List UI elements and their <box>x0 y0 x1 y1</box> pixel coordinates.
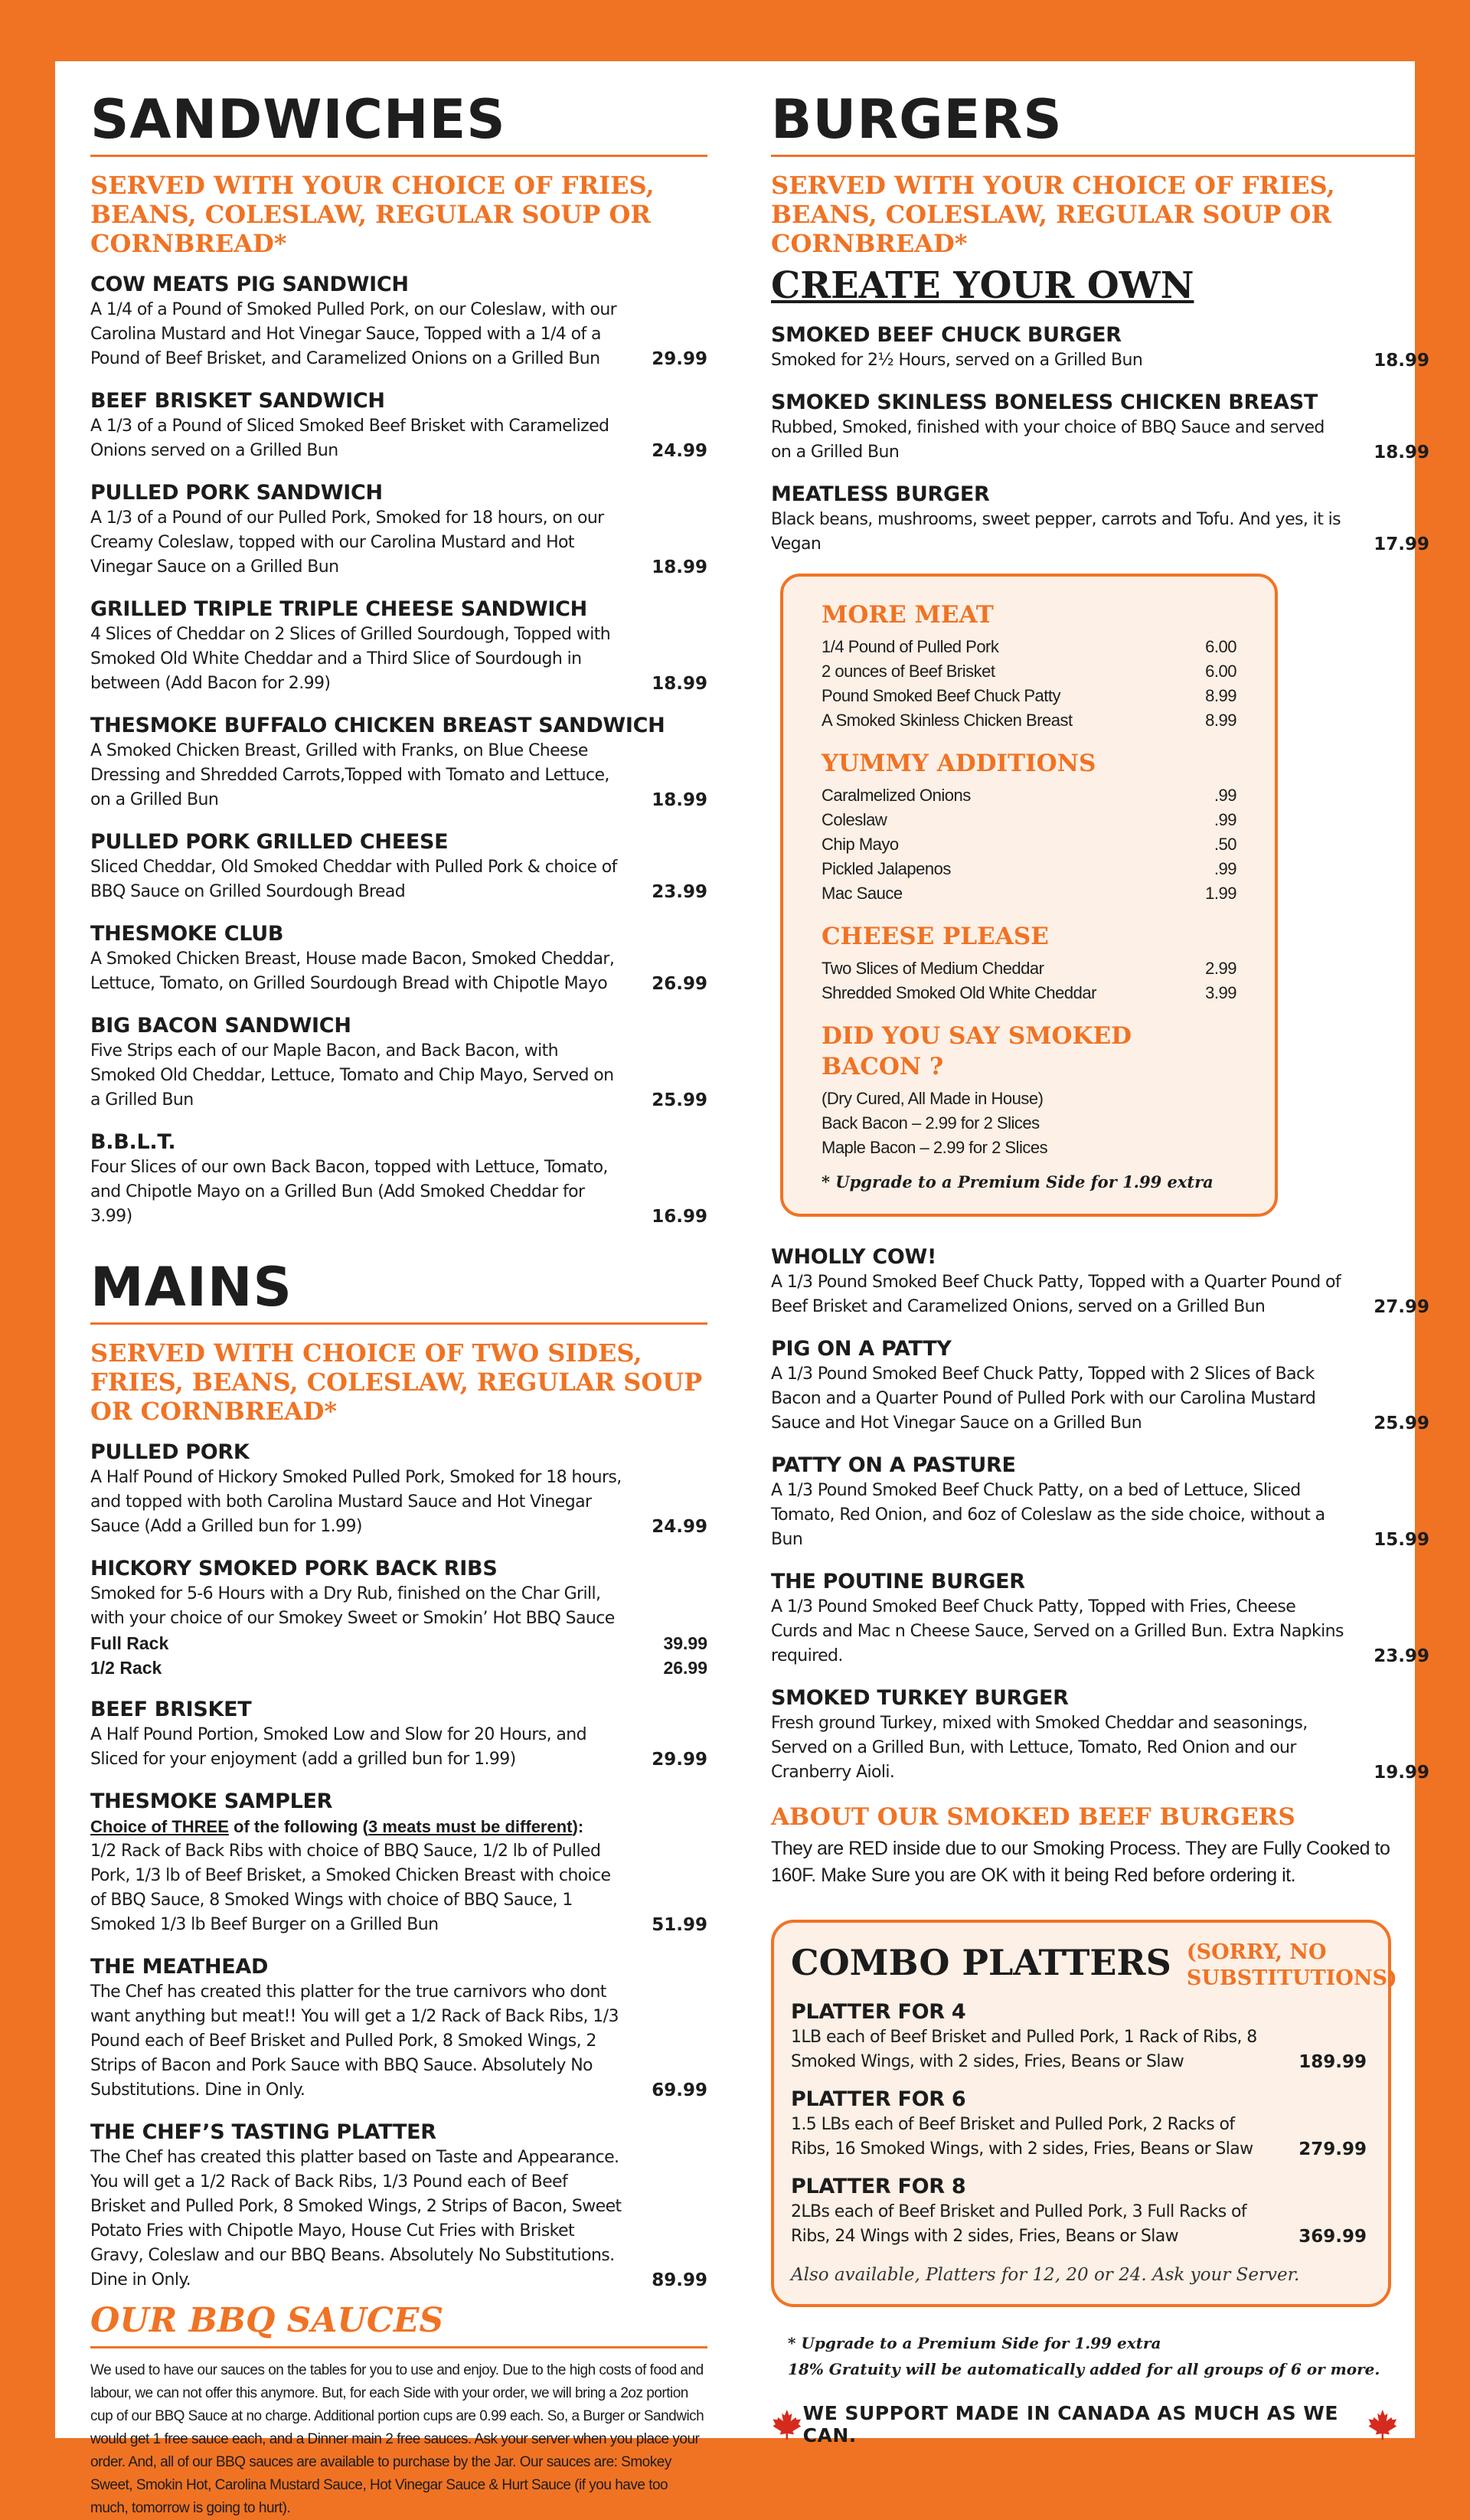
item-description: A Smoked Chicken Breast, House made Bacon, Smoked Cheddar, Lettuce, Tomato, on Grilled Sourdough Bread with Chipotle Mayo <box>90 949 615 993</box>
about-burgers-text: They are RED inside due to our Smoking Process. They are Fully Cooked to 160F. Make Sure you are OK with it being Red before ordering it. <box>771 1838 1390 1886</box>
item-description: A 1/3 Pound Smoked Beef Chuck Patty, Topped with a Quarter Pound of Beef Brisket and Caramelized Onions, served on a Grilled Bun <box>771 1273 1341 1316</box>
item-description: Smoked for 2½ Hours, served on a Grilled Bun <box>771 351 1143 370</box>
item-description: A 1/3 of a Pound of Sliced Smoked Beef Brisket with Caramelized Onions served on a Grilled Bun <box>90 417 609 460</box>
item-price: 279.99 <box>1298 2139 1367 2159</box>
bbq-sauces-text: We used to have our sauces on the tables for you to use and enjoy. Due to the high costs of food and labour, we can not offer this anymore. But, for each Side with your order, we will bring a 2oz portion cup of our BBQ Sauce at no charge. Additional portion cups are 0.99 each. So, a Burger or Sandwich would get 1 free sauce each, and a Dinner main 2 free sauces. Ask your server when you place your order. And, all of our BBQ sauces are available to purchase by the Jar. Our sauces are: Smokey Sweet, Smokin Hot, Carolina Mustard Sauce, Hot Vinegar Sauce & Hurt Sauce (if you have too much, tomorrow is going to hurt). <box>90 2362 704 2516</box>
add-on-row <box>822 857 1236 881</box>
menu-item <box>771 1453 1445 1552</box>
add-on-row <box>822 684 1236 708</box>
menu-sheet <box>55 61 1429 2516</box>
footnote-upgrade: * Upgrade to a Premium Side for 1.99 extra <box>788 2334 1161 2352</box>
item-name: COW MEATS PIG SANDWICH <box>90 273 409 296</box>
add-on-label: A Smoked Skinless Chicken Breast <box>822 711 1073 730</box>
choice-emphasis: 3 meats must be different <box>368 1817 573 1836</box>
add-on-label: Chip Mayo <box>822 835 899 854</box>
item-price: 51.99 <box>652 1915 707 1935</box>
mains-title: MAINS <box>90 1257 707 1325</box>
item-price: 29.99 <box>652 1750 707 1770</box>
bacon-line: Back Bacon – 2.99 for 2 Slices <box>822 1113 1040 1133</box>
item-description: A 1/3 Pound Smoked Beef Chuck Patty, Topped with Fries, Cheese Curds and Mac n Cheese Sauce, Served on a Grilled Bun. Extra Napkins required. <box>771 1597 1344 1665</box>
bbq-sauces-title: OUR BBQ SAUCES <box>90 2300 707 2348</box>
item-description: Four Slices of our own Back Bacon, topped with Lettuce, Tomato, and Chipotle Mayo on a Grilled Bun (Add Smoked Cheddar for 3.99) <box>90 1158 608 1226</box>
item-name: THE MEATHEAD <box>90 1955 269 1979</box>
item-price: 18.99 <box>1374 351 1429 371</box>
rack-price: 26.99 <box>663 1658 707 1678</box>
footnote-gratuity: 18% Gratuity will be automatically added for all groups of 6 or more. <box>788 2360 1380 2378</box>
add-on-row <box>822 832 1236 857</box>
combo-platters-box <box>771 1920 1397 2307</box>
add-on-row <box>822 881 1236 906</box>
item-name: THE POUTINE BURGER <box>771 1570 1025 1593</box>
item-description: A 1/3 of a Pound of our Pulled Pork, Smoked for 18 hours, on our Creamy Coleslaw, topped with our Carolina Mustard and Hot Vinegar Sauce on a Grilled Bun <box>90 508 604 577</box>
sandwiches-served-note: SERVED WITH YOUR CHOICE OF FRIES, BEANS, COLESLAW, REGULAR SOUP OR CORNBREAD* <box>90 171 655 258</box>
sandwiches-title: SANDWICHES <box>90 89 707 157</box>
smoked-bacon-title: DID YOU SAY SMOKED BACON ? <box>822 1022 1132 1080</box>
item-price: 18.99 <box>1374 443 1429 462</box>
add-on-row <box>822 981 1236 1005</box>
menu-item <box>90 1789 707 1937</box>
item-name: PULLED PORK GRILLED CHEESE <box>90 830 449 854</box>
add-on-price: 8.99 <box>1205 711 1236 730</box>
item-description: 1.5 LBs each of Beef Brisket and Pulled Pork, 2 Racks of Ribs, 16 Smoked Wings, with 2 sides, Fries, Beans or Slaw <box>791 2115 1253 2159</box>
item-name: THESMOKE SAMPLER <box>90 1789 333 1813</box>
burgers-served-note: SERVED WITH YOUR CHOICE OF FRIES, BEANS, COLESLAW, REGULAR SOUP OR CORNBREAD* <box>771 171 1335 258</box>
menu-item <box>771 390 1445 465</box>
add-on-price: 3.99 <box>1205 983 1236 1002</box>
item-price: 16.99 <box>652 1207 707 1227</box>
add-on-price: 8.99 <box>1205 686 1236 705</box>
item-name: HICKORY SMOKED PORK BACK RIBS <box>90 1557 498 1580</box>
cheese-please-title: CHEESE PLEASE <box>822 923 1049 950</box>
add-on-row <box>822 659 1236 684</box>
add-ons-box <box>780 574 1278 1217</box>
rack-price: 39.99 <box>663 1633 707 1653</box>
menu-item <box>90 1954 707 2103</box>
add-on-row <box>822 956 1236 981</box>
item-description: A 1/3 Pound Smoked Beef Chuck Patty, on a bed of Lettuce, Sliced Tomato, Red Onion, and 6oz of Coleslaw as the side choice, without a Bun <box>771 1481 1325 1549</box>
choice-text: of the following ( <box>228 1817 368 1836</box>
item-price: 29.99 <box>652 349 707 369</box>
menu-item <box>90 1556 707 1680</box>
menu-item <box>771 1685 1445 1785</box>
item-price: 27.99 <box>1374 1297 1429 1317</box>
menu-item <box>90 596 707 696</box>
item-price: 25.99 <box>652 1090 707 1110</box>
more-meat-title: MORE MEAT <box>822 601 994 629</box>
combo-also-available: Also available, Platters for 12, 20 or 24. Ask your Server. <box>791 2265 1300 2285</box>
add-on-price: .99 <box>1214 786 1236 805</box>
item-price: 25.99 <box>1374 1414 1429 1433</box>
choice-text: ): <box>572 1817 584 1836</box>
item-name: B.B.L.T. <box>90 1130 176 1154</box>
add-on-price: .99 <box>1214 859 1236 878</box>
add-on-price: 2.99 <box>1205 959 1236 978</box>
add-on-row <box>822 708 1236 733</box>
item-name: MEATLESS BURGER <box>771 482 990 506</box>
item-price: 19.99 <box>1374 1763 1429 1783</box>
add-on-row <box>822 783 1236 808</box>
menu-item <box>771 1244 1445 1319</box>
add-on-label: Pickled Jalapenos <box>822 859 951 878</box>
platter-item <box>791 1999 1367 2074</box>
item-price: 15.99 <box>1374 1530 1429 1550</box>
add-on-label: Pound Smoked Beef Chuck Patty <box>822 686 1061 705</box>
item-description: 4 Slices of Cheddar on 2 Slices of Grilled Sourdough, Topped with Smoked Old White Cheddar and a Third Slice of Sourdough in between (Add Bacon for 2.99) <box>90 625 611 693</box>
item-name: BIG BACON SANDWICH <box>90 1014 351 1038</box>
bacon-line: Maple Bacon – 2.99 for 2 Slices <box>822 1138 1048 1157</box>
item-price: 189.99 <box>1298 2052 1367 2072</box>
item-name: PIG ON A PATTY <box>771 1337 952 1361</box>
menu-item <box>771 1336 1445 1436</box>
item-description: A Half Pound Portion, Smoked Low and Slow for 20 Hours, and Sliced for your enjoyment (add a grilled bun for 1.99) <box>90 1725 587 1769</box>
item-description: Five Strips each of our Maple Bacon, and Back Bacon, with Smoked Old Cheddar, Lettuce, Tomato and Chip Mayo, Served on a Grilled Bun <box>90 1041 614 1110</box>
add-on-price: .99 <box>1214 810 1236 829</box>
combo-header <box>791 1940 1397 1992</box>
item-price: 17.99 <box>1374 534 1429 554</box>
menu-item <box>90 480 707 580</box>
menu-item <box>90 829 707 904</box>
item-price: 89.99 <box>652 2270 707 2290</box>
sampler-choice-line <box>90 1815 707 1839</box>
item-name: SMOKED BEEF CHUCK BURGER <box>771 323 1122 347</box>
maple-leaf-icon <box>1367 2407 1399 2441</box>
right-column <box>771 89 1445 2446</box>
menu-item <box>90 388 707 463</box>
item-name: GRILLED TRIPLE TRIPLE CHEESE SANDWICH <box>90 597 587 621</box>
add-on-label: 1/4 Pound of Pulled Pork <box>822 637 999 656</box>
rack-label: 1/2 Rack <box>90 1658 162 1678</box>
item-description: A 1/3 Pound Smoked Beef Chuck Patty, Topped with 2 Slices of Back Bacon and a Quarter Pound of Pulled Pork with our Carolina Mustard Sauce and Hot Vinegar Sauce on a Grilled Bun <box>771 1365 1316 1433</box>
add-on-price: 6.00 <box>1205 637 1236 656</box>
create-your-own-heading: CREATE YOUR OWN <box>771 264 1194 307</box>
menu-item <box>771 1569 1445 1669</box>
item-name: BEEF BRISKET SANDWICH <box>90 389 385 413</box>
item-description: 2LBs each of Beef Brisket and Pulled Pork, 3 Full Racks of Ribs, 24 Wings with 2 sides, Fries, Beans or Slaw <box>791 2202 1246 2246</box>
no-substitutions-note: (SORRY, NO SUBSTITUTIONS) <box>1186 1940 1397 1990</box>
item-name: WHOLLY COW! <box>771 1245 937 1269</box>
add-on-price: .50 <box>1214 835 1236 854</box>
menu-item <box>771 322 1445 373</box>
item-price: 24.99 <box>652 441 707 461</box>
add-on-label: Coleslaw <box>822 810 887 829</box>
item-description: Rubbed, Smoked, finished with your choice of BBQ Sauce and served on a Grilled Bun <box>771 418 1325 462</box>
add-on-row <box>822 635 1236 659</box>
menu-item <box>90 272 707 371</box>
item-price: 23.99 <box>652 882 707 902</box>
maple-leaf-icon <box>771 2407 803 2441</box>
item-name: BEEF BRISKET <box>90 1698 252 1721</box>
item-price: 24.99 <box>652 1517 707 1537</box>
item-description: Black beans, mushrooms, sweet pepper, carrots and Tofu. And yes, it is Vegan <box>771 510 1341 554</box>
add-on-label: Two Slices of Medium Cheddar <box>822 959 1044 978</box>
choice-emphasis: Choice of THREE <box>90 1817 229 1836</box>
item-description: 1/2 Rack of Back Ribs with choice of BBQ Sauce, 1/2 lb of Pulled Pork, 1/3 lb of Beef Brisket, a Smoked Chicken Breast with choice of BBQ Sauce, 8 Smoked Wings with choice of BBQ Sauce, 1 Smoked 1/3 lb Beef Burger on a Grilled Bun <box>90 1842 611 1934</box>
add-on-row <box>822 808 1236 832</box>
item-price: 18.99 <box>652 557 707 577</box>
menu-item <box>771 482 1445 557</box>
item-description: A Smoked Chicken Breast, Grilled with Franks, on Blue Cheese Dressing and Shredded Carrots,Topped with Tomato and Lettuce, on a Grilled Bun <box>90 741 609 809</box>
burgers-title: BURGERS <box>771 89 1445 157</box>
item-name: THE CHEF’S TASTING PLATTER <box>90 2120 436 2144</box>
menu-item <box>90 1129 707 1229</box>
add-on-price: 6.00 <box>1205 662 1236 681</box>
item-name: SMOKED SKINLESS BONELESS CHICKEN BREAST <box>771 391 1318 414</box>
item-name: THESMOKE BUFFALO CHICKEN BREAST SANDWICH <box>90 714 665 737</box>
item-description: The Chef has created this platter based on Taste and Appearance. You will get a 1/2 Rack of Back Ribs, 1/3 Pound each of Beef Brisket and Pulled Pork, 8 Smoked Wings, 2 Strips of Bacon, Sweet Potato Fries with Chipotle Mayo, House Cut Fries with Brisket Gravy, Coleslaw and our BBQ Beans. Absolutely No Substitutions. Dine in Only. <box>90 2148 622 2290</box>
item-price: 18.99 <box>652 674 707 694</box>
item-description: A Half Pound of Hickory Smoked Pulled Pork, Smoked for 18 hours, and topped with both Carolina Mustard Sauce and Hot Vinegar Sauce (Add a Grilled bun for 1.99) <box>90 1468 622 1536</box>
item-name: PLATTER FOR 8 <box>791 2175 966 2198</box>
item-name: PLATTER FOR 4 <box>791 2000 966 2024</box>
item-name: THESMOKE CLUB <box>90 922 284 946</box>
price-row-full-rack <box>90 1631 707 1655</box>
item-description: The Chef has created this platter for the true carnivors who dont want anything but meat!! You will get a 1/2 Rack of Back Ribs, 1/3 Pound each of Beef Brisket and Pulled Pork, 8 Smoked Wings, 2 Strips of Bacon and Pork Sauce with BBQ Sauce. Absolutely No Substitutions. Dine in Only. <box>90 1982 619 2100</box>
item-name: PLATTER FOR 6 <box>791 2087 966 2111</box>
add-on-label: Caralmelized Onions <box>822 786 971 805</box>
item-price: 26.99 <box>652 974 707 994</box>
menu-item <box>90 1013 707 1113</box>
made-in-canada-banner <box>771 2402 1399 2446</box>
bacon-line: (Dry Cured, All Made in House) <box>822 1089 1044 1108</box>
left-column <box>90 89 707 2520</box>
rack-label: Full Rack <box>90 1633 169 1653</box>
yummy-additions-title: YUMMY ADDITIONS <box>822 750 1096 777</box>
add-on-price: 1.99 <box>1205 884 1236 903</box>
item-name: SMOKED TURKEY BURGER <box>771 1686 1069 1710</box>
item-price: 23.99 <box>1374 1646 1429 1666</box>
item-name: PULLED PORK <box>90 1440 250 1464</box>
item-price: 18.99 <box>652 790 707 810</box>
add-on-label: Shredded Smoked Old White Cheddar <box>822 983 1096 1002</box>
menu-item <box>90 921 707 996</box>
add-on-label: Mac Sauce <box>822 884 903 903</box>
menu-item <box>90 1440 707 1539</box>
menu-item <box>90 2120 707 2293</box>
add-on-label: 2 ounces of Beef Brisket <box>822 662 995 681</box>
item-price: 69.99 <box>652 2080 707 2100</box>
item-description: A 1/4 of a Pound of Smoked Pulled Pork, on our Coleslaw, with our Carolina Mustard and Hot Vinegar Sauce, Topped with a 1/4 of a Pound of Beef Brisket, and Caramelized Onions on a Grilled Bun <box>90 300 617 368</box>
about-burgers-title: ABOUT OUR SMOKED BEEF BURGERS <box>771 1803 1295 1831</box>
price-row-half-rack <box>90 1655 707 1680</box>
menu-item <box>90 1697 707 1772</box>
footnotes <box>771 2330 1445 2382</box>
item-description: Sliced Cheddar, Old Smoked Cheddar with Pulled Pork & choice of BBQ Sauce on Grilled Sourdough Bread <box>90 858 617 901</box>
combo-title: COMBO PLATTERS <box>791 1942 1171 1983</box>
mains-served-note: SERVED WITH CHOICE OF TWO SIDES, FRIES, BEANS, COLESLAW, REGULAR SOUP OR CORNBREAD* <box>90 1338 703 1426</box>
item-name: PULLED PORK SANDWICH <box>90 481 383 505</box>
upgrade-note: * Upgrade to a Premium Side for 1.99 extra <box>822 1172 1214 1191</box>
item-description: 1LB each of Beef Brisket and Pulled Pork, 1 Rack of Ribs, 8 Smoked Wings, with 2 sides, Fries, Beans or Slaw <box>791 2028 1257 2071</box>
item-description: Fresh ground Turkey, mixed with Smoked Cheddar and seasonings, Served on a Grilled Bun, with Lettuce, Tomato, Red Onion and our Cranberry Aioli. <box>771 1714 1308 1782</box>
item-price: 369.99 <box>1298 2227 1367 2247</box>
platter-item <box>791 2087 1367 2162</box>
platter-item <box>791 2174 1367 2249</box>
item-name: PATTY ON A PASTURE <box>771 1453 1016 1477</box>
item-description: Smoked for 5-6 Hours with a Dry Rub, finished on the Char Grill, with your choice of our Smokey Sweet or Smokin’ Hot BBQ Sauce <box>90 1584 615 1628</box>
made-in-canada-text: WE SUPPORT MADE IN CANADA AS MUCH AS WE CAN. <box>802 2402 1338 2446</box>
menu-item <box>90 713 707 812</box>
